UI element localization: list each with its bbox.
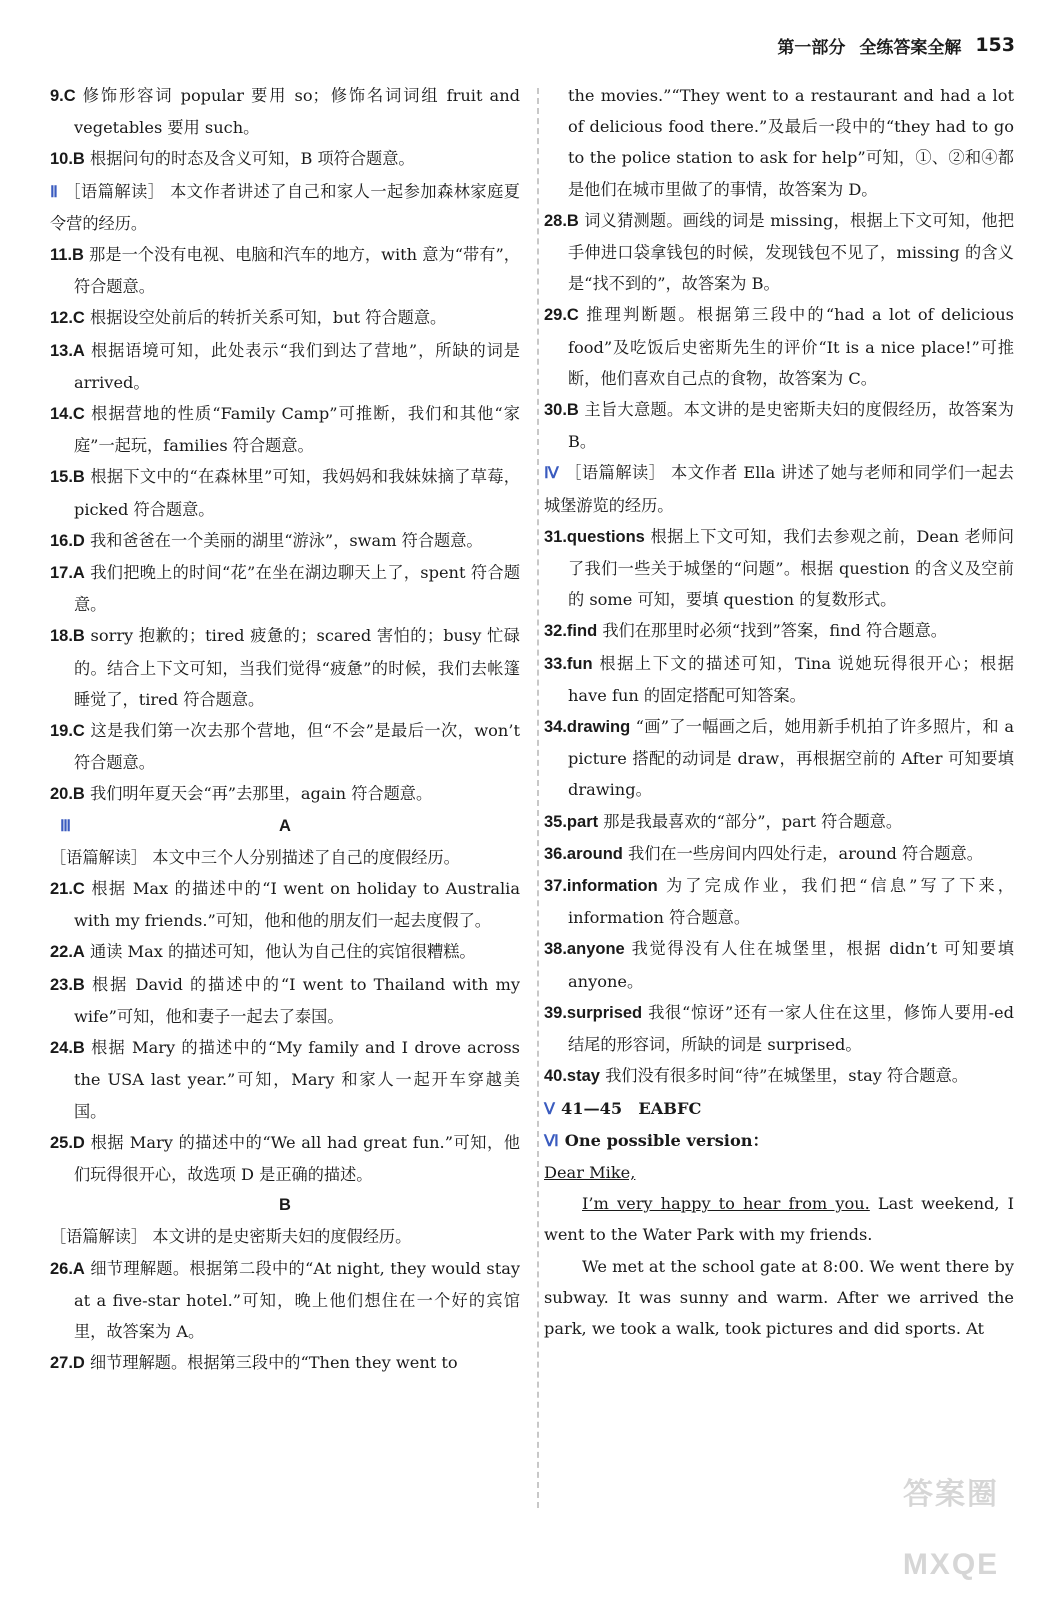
answer-list-3 (50, 873, 520, 1190)
answer-explanation: 我们没有很多时间“待”在城堡里，stay 符合题意。 (605, 1066, 968, 1086)
answer-entry (50, 1032, 520, 1127)
answer-explanation: 细节理解题。根据第二段中的“At night, they would stay at a five-star hotel.”可知，晚上他们想住在一个好的宾馆里，故答案为 A。 (74, 1258, 520, 1341)
section-4-intro (544, 457, 1014, 520)
answer-explanation: 根据语境可知，此处表示“我们到达了营地”，所缺的词是 arrived。 (74, 340, 520, 392)
answer-entry (544, 711, 1014, 806)
answer-explanation: 根据下文中的“在森林里”可知，我妈妈和我妹妹摘了草莓，picked 符合题意。 (74, 467, 520, 519)
answer-list-2 (50, 239, 520, 811)
answer-list-6 (544, 521, 1014, 1093)
answer-number: 17.A (50, 564, 85, 583)
letter-salutation (544, 1157, 1014, 1188)
answer-entry (50, 1127, 520, 1190)
answer-list-1 (50, 80, 520, 176)
answer-explanation: 细节理解题。根据第三段中的“Then they went to (90, 1353, 458, 1373)
answer-number: 27.D (50, 1354, 85, 1373)
answer-explanation: 我和爸爸在一个美丽的湖里“游泳”，swam 符合题意。 (90, 530, 483, 550)
answer-list-4 (50, 1253, 520, 1380)
answer-entry (544, 997, 1014, 1060)
answer-number: 9.C (50, 87, 76, 105)
answer-entry (50, 1347, 520, 1379)
answer-entry (50, 715, 520, 778)
answer-number: 21.C (50, 880, 85, 899)
answer-explanation: 为了完成作业，我们把“信息”写了下来，information 符合题意。 (568, 876, 1014, 928)
answer-explanation: 词义猜测题。画线的词是 missing，根据上下文可知，他把手伸进口袋拿钱包的时候，发现钱包不见了，missing 的含义是“找不到的”，故答案为 B。 (568, 210, 1015, 294)
answer-entry (50, 398, 520, 461)
answer-entry (50, 335, 520, 398)
answer-number: 15.B (50, 468, 85, 487)
answer-number: 29.C (544, 306, 579, 325)
section-6-heading (544, 1125, 1014, 1157)
answer-explanation: 根据 Mary 的描述中的“We all had great fun.”可知，他们玩得很开心，故选项 D 是正确的描述。 (74, 1132, 520, 1184)
answer-entry (50, 1253, 520, 1348)
answer-entry (50, 778, 520, 810)
answer-number: 32.find (544, 622, 598, 641)
paragraph-1-rest: Last weekend, I went to the Water Park with my friends. (544, 1194, 1014, 1245)
answer-explanation: 根据设空处前后的转折关系可知，but 符合题意。 (90, 308, 447, 328)
answer-entry (544, 615, 1014, 647)
answer-number: 35.part (544, 812, 599, 831)
section-3-numeral: Ⅲ (60, 817, 72, 835)
answer-number: 34.drawing (544, 718, 631, 737)
salutation-text: Dear Mike, (544, 1162, 636, 1182)
answer-entry (50, 936, 520, 968)
answer-number: 33.fun (544, 654, 593, 673)
section-6-numeral: Ⅵ (544, 1132, 559, 1150)
answer-number: 22.A (50, 943, 85, 962)
answer-entry (50, 873, 520, 936)
answer-explanation: 修饰形容词 popular 要用 so；修饰名词词组 fruit and vegetables 要用 such。 (74, 86, 520, 138)
answer-number: 30.B (544, 401, 579, 420)
answer-number: 16.D (50, 531, 85, 550)
section-2-numeral: Ⅱ (50, 183, 59, 201)
answer-list-5 (544, 205, 1014, 458)
section-3-intro: ［语篇解读］ 本文中三个人分别描述了自己的度假经历。 (50, 847, 460, 867)
answer-entry (544, 205, 1014, 300)
section-5-text: 41—45 EABFC (560, 1098, 702, 1118)
answer-entry (50, 557, 520, 620)
answer-explanation: 主旨大意题。本文讲的是史密斯夫妇的度假经历，故答案为 B。 (568, 400, 1014, 452)
answer-entry (50, 80, 520, 143)
underlined-opening: I’m very happy to hear from you. (582, 1194, 870, 1214)
header-section: 第一部分 (777, 37, 846, 58)
page-number: 153 (975, 34, 1015, 56)
answer-explanation: 根据 Max 的描述中的“I went on holiday to Australia with my friends.”可知，他和他的朋友们一起去度假了。 (74, 879, 520, 931)
answer-explanation: 我很“惊讶”还有一家人住在这里，修饰人要用-ed 结尾的形容词，所缺的词是 surprised。 (568, 1002, 1014, 1055)
answer-entry (544, 394, 1014, 457)
section-4-numeral: Ⅳ (544, 465, 560, 483)
answer-number: 10.B (50, 150, 85, 169)
answer-explanation: 根据问句的时态及含义可知，B 项符合题意。 (90, 149, 415, 169)
section-3-heading (50, 811, 520, 842)
part-b-intro: ［语篇解读］ 本文讲的是史密斯夫妇的度假经历。 (50, 1227, 412, 1247)
answer-entry (544, 1060, 1014, 1092)
answer-explanation: 通读 Max 的描述可知，他认为自己住的宾馆很糟糕。 (90, 942, 476, 962)
watermark-logo: 答案圈 MXQE (902, 1478, 1000, 1581)
part-a-label: A (279, 816, 291, 835)
left-column (50, 80, 520, 1379)
answer-entry (50, 969, 520, 1032)
part-b-label: B (279, 1196, 291, 1215)
section-2-intro (50, 176, 520, 239)
answer-number: 18.B (50, 627, 85, 646)
answer-explanation: sorry 抱歉的；tired 疲惫的；scared 害怕的；busy 忙碌的。结合上下文可知，当我们觉得“疲惫”的时候，我们去帐篷睡觉了，tired 符合题意。 (74, 626, 520, 709)
answer-number: 14.C (50, 405, 85, 424)
answer-explanation: 根据 David 的描述中的“I went to Thailand with my wife”可知，他和妻子一起去了泰国。 (74, 974, 520, 1026)
answer-number: 40.stay (544, 1067, 600, 1086)
answer-entry (544, 648, 1014, 711)
section-5-answers (544, 1093, 1014, 1125)
header-title: 全练答案全解 (859, 37, 962, 58)
answer-number: 13.A (50, 341, 85, 360)
answer-explanation: 根据 Mary 的描述中的“My family and I drove across the USA last year.”可知，Mary 和家人一起开车穿越美国。 (74, 1038, 520, 1121)
answer-explanation: 根据上下文可知，我们去参观之前，Dean 老师问了我们一些关于城堡的“问题”。根据 question 的含义及空前的 some 可知，要填 question 的复数形式。 (568, 526, 1014, 610)
answer-entry (544, 299, 1014, 394)
answer-number: 24.B (50, 1039, 85, 1058)
answer-explanation: “画”了一幅画之后，她用新手机拍了许多照片，和 a picture 搭配的动词是 draw，再根据空前的 After 可知要填 drawing。 (568, 717, 1014, 800)
section-6-text: One possible version： (564, 1130, 769, 1150)
answer-number: 19.C (50, 722, 85, 741)
answer-entry (50, 461, 520, 524)
answer-number: 11.B (50, 246, 84, 265)
continued-answer-27: the movies.”“They went to a restaurant and had a lot of delicious food there.”及最后一段中的“they had to go to the police station to ask for help”可知，①、②和④都是他们在城市里做了的事情，故答案为 D。 (568, 86, 1014, 199)
answer-entry (544, 806, 1014, 838)
answer-number: 12.C (50, 309, 85, 328)
answer-entry (50, 525, 520, 557)
answer-number: 37.information (544, 877, 658, 896)
answer-number: 25.D (50, 1133, 85, 1152)
letter-paragraph-2: We met at the school gate at 8:00. We went there by subway. It was sunny and warm. After we arrived the park, we took a walk, took pictures and did sports. At (544, 1256, 1014, 1338)
section-4-text: ［语篇解读］ 本文作者 Ella 讲述了她与老师和同学们一起去城堡游览的经历。 (544, 463, 1014, 515)
answer-explanation: 根据营地的性质“Family Camp”可推断，我们和其他“家庭”一起玩，families 符合题意。 (74, 404, 520, 456)
answer-explanation: 我们把晚上的时间“花”在坐在湖边聊天上了，spent 符合题意。 (74, 563, 521, 615)
answer-number: 23.B (50, 975, 85, 994)
answer-explanation: 我们在一些房间内四处行走，around 符合题意。 (628, 843, 983, 863)
answer-number: 31.questions (544, 527, 645, 546)
answer-explanation: 我们在那里时必须“找到”答案，find 符合题意。 (602, 621, 947, 641)
right-column (544, 80, 1014, 1344)
answer-entry (544, 838, 1014, 870)
answer-number: 36.around (544, 844, 623, 863)
answer-number: 39.surprised (544, 1003, 643, 1022)
answer-entry (50, 302, 520, 334)
answer-number: 26.A (50, 1259, 85, 1278)
answer-number: 28.B (544, 211, 579, 230)
answer-explanation: 那是我最喜欢的“部分”，part 符合题意。 (603, 811, 903, 831)
answer-explanation: 那是一个没有电视、电脑和汽车的地方，with 意为“带有”，符合题意。 (74, 245, 520, 297)
page-header (777, 30, 1015, 60)
answer-entry (50, 239, 520, 302)
answer-explanation: 这是我们第一次去那个营地，但“不会”是最后一次，won’t 符合题意。 (74, 721, 520, 773)
answer-explanation: 推理判断题。根据第三段中的“had a lot of delicious food”及吃饭后史密斯先生的评价“It is a nice place!”可推断，他们喜欢自己点的食物，故答案为 C。 (568, 305, 1014, 388)
section-5-numeral: Ⅴ (544, 1100, 555, 1118)
answer-number: 20.B (50, 785, 85, 804)
answer-entry (50, 143, 520, 175)
section-2-text: ［语篇解读］ 本文作者讲述了自己和家人一起参加森林家庭夏令营的经历。 (50, 181, 520, 233)
answer-explanation: 我们明年夏天会“再”去那里，again 符合题意。 (90, 784, 433, 804)
letter-paragraph-1 (544, 1188, 1014, 1250)
answer-explanation: 我觉得没有人住在城堡里，根据 didn’t 可知要填 anyone。 (568, 939, 1014, 991)
answer-entry (544, 933, 1014, 996)
answer-number: 38.anyone (544, 940, 625, 959)
column-divider (537, 88, 539, 1508)
answer-entry (50, 620, 520, 715)
answer-entry (544, 521, 1014, 616)
answer-entry (544, 870, 1014, 933)
answer-explanation: 根据上下文的描述可知，Tina 说她玩得很开心；根据 have fun 的固定搭配可知答案。 (568, 653, 1014, 705)
